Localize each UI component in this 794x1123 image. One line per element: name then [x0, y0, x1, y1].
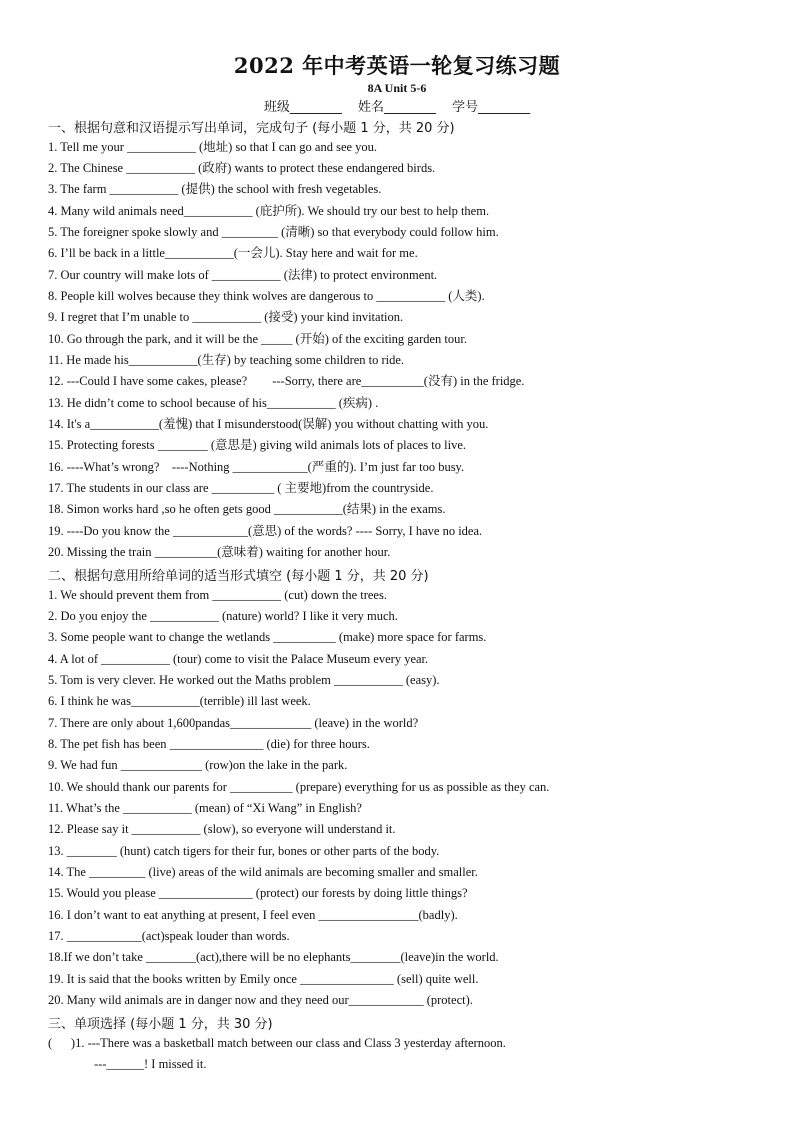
s1-question[interactable]: 10. Go through the park, and it will be the _____ (开始) of the exciting garden tour.	[48, 332, 468, 346]
s2-question[interactable]: 9. We had fun _____________ (row)on the lake in the park.	[48, 758, 348, 772]
s2-question[interactable]: 17. ____________(act)speak louder than words.	[48, 929, 290, 943]
name-field[interactable]: 姓名________	[357, 100, 436, 115]
s1-question[interactable]: 17. The students in our class are __________ ( 主要地)from the countryside.	[48, 481, 434, 495]
s2-question[interactable]: 8. The pet fish has been _______________ (die) for three hours.	[48, 737, 370, 751]
s2-question[interactable]: 3. Some people want to change the wetlands __________ (make) more space for farms.	[48, 630, 487, 644]
s1-question[interactable]: 5. The foreigner spoke slowly and _________ (清晰) so that everybody could follow him.	[48, 225, 499, 239]
s1-question[interactable]: 7. Our country will make lots of ___________ (法律) to protect environment.	[48, 268, 438, 282]
worksheet-title: 2022 年中考英语一轮复习练习题	[233, 53, 561, 78]
s3-question-continuation[interactable]: ---______! I missed it.	[94, 1057, 207, 1071]
s2-question[interactable]: 15. Would you please _______________ (protect) our forests by doing little things?	[48, 886, 468, 900]
s2-question[interactable]: 2. Do you enjoy the ___________ (nature) world? I like it very much.	[48, 609, 398, 623]
s1-question[interactable]: 2. The Chinese ___________ (政府) wants to protect these endangered birds.	[48, 161, 436, 175]
s2-question[interactable]: 12. Please say it ___________ (slow), so everyone will understand it.	[48, 822, 396, 836]
s2-question[interactable]: 20. Many wild animals are in danger now and they need our____________ (protect).	[48, 993, 473, 1007]
s2-question[interactable]: 4. A lot of ___________ (tour) come to visit the Palace Museum every year.	[48, 652, 429, 666]
s2-question[interactable]: 6. I think he was___________(terrible) ill last week.	[48, 694, 311, 708]
section-1-heading: 一、根据句意和汉语提示写出单词，完成句子 (每小题 1 分，共 20 分)	[48, 121, 455, 136]
s2-question[interactable]: 1. We should prevent them from ___________ (cut) down the trees.	[48, 588, 387, 602]
s2-question[interactable]: 18.If we don’t take ________(act),there will be no elephants________(leave)in the world.	[48, 950, 499, 964]
s1-question[interactable]: 9. I regret that I’m unable to ___________ (接受) your kind invitation.	[48, 310, 404, 324]
s2-question[interactable]: 13. ________ (hunt) catch tigers for their fur, bones or other parts of the body.	[48, 844, 440, 858]
s3-question[interactable]: ( )1. ---There was a basketball match between our class and Class 3 yesterday afternoon.	[48, 1036, 506, 1050]
s1-question[interactable]: 19. ----Do you know the ____________(意思) of the words? ---- Sorry, I have no idea.	[48, 524, 483, 538]
s1-question[interactable]: 8. People kill wolves because they think wolves are dangerous to ___________ (人类).	[48, 289, 485, 303]
s2-question[interactable]: 10. We should thank our parents for __________ (prepare) everything for us as possible as they can.	[48, 780, 550, 794]
class-field[interactable]: 班级________	[263, 100, 342, 115]
s2-question[interactable]: 16. I don’t want to eat anything at present, I feel even ________________(badly).	[48, 908, 458, 922]
s1-question[interactable]: 13. He didn’t come to school because of his___________ (疾病) .	[48, 396, 379, 410]
section-3-heading: 三、单项选择 (每小题 1 分，共 30 分)	[48, 1017, 273, 1032]
s1-question[interactable]: 6. I’ll be back in a little___________(一会儿). Stay here and wait for me.	[48, 246, 418, 260]
student-info-row	[0, 96, 794, 115]
unit-label: 8A Unit 5-6	[367, 81, 427, 95]
s1-question[interactable]: 15. Protecting forests ________ (意思是) giving wild animals lots of places to live.	[48, 438, 466, 452]
s1-question[interactable]: 16. ----What’s wrong? ----Nothing ____________(严重的). I’m just far too busy.	[48, 460, 465, 474]
student-id-field[interactable]: 学号________	[452, 100, 531, 115]
s1-question[interactable]: 11. He made his___________(生存) by teaching some children to ride.	[48, 353, 405, 367]
s1-question[interactable]: 12. ---Could I have some cakes, please? ---Sorry, there are__________(没有) in the fridge.	[48, 374, 525, 388]
s1-question[interactable]: 14. It's a___________(羞愧) that I misunderstood(误解) you without chatting with you.	[48, 417, 489, 431]
s2-question[interactable]: 5. Tom is very clever. He worked out the Maths problem ___________ (easy).	[48, 673, 440, 687]
s2-question[interactable]: 7. There are only about 1,600pandas_____________ (leave) in the world?	[48, 716, 419, 730]
s1-question[interactable]: 20. Missing the train __________(意味着) waiting for another hour.	[48, 545, 391, 559]
s1-question[interactable]: 3. The farm ___________ (提供) the school with fresh vegetables.	[48, 182, 382, 196]
s1-question[interactable]: 18. Simon works hard ,so he often gets good ___________(结果) in the exams.	[48, 502, 446, 516]
s2-question[interactable]: 19. It is said that the books written by Emily once _______________ (sell) quite well.	[48, 972, 479, 986]
s2-question[interactable]: 14. The _________ (live) areas of the wild animals are becoming smaller and smaller.	[48, 865, 478, 879]
s2-question[interactable]: 11. What’s the ___________ (mean) of “Xi Wang” in English?	[48, 801, 362, 815]
s1-question[interactable]: 4. Many wild animals need___________ (庇护所). We should try our best to help them.	[48, 204, 490, 218]
s1-question[interactable]: 1. Tell me your ___________ (地址) so that I can go and see you.	[48, 140, 378, 154]
section-2-heading: 二、根据句意用所给单词的适当形式填空 (每小题 1 分，共 20 分)	[48, 569, 429, 584]
